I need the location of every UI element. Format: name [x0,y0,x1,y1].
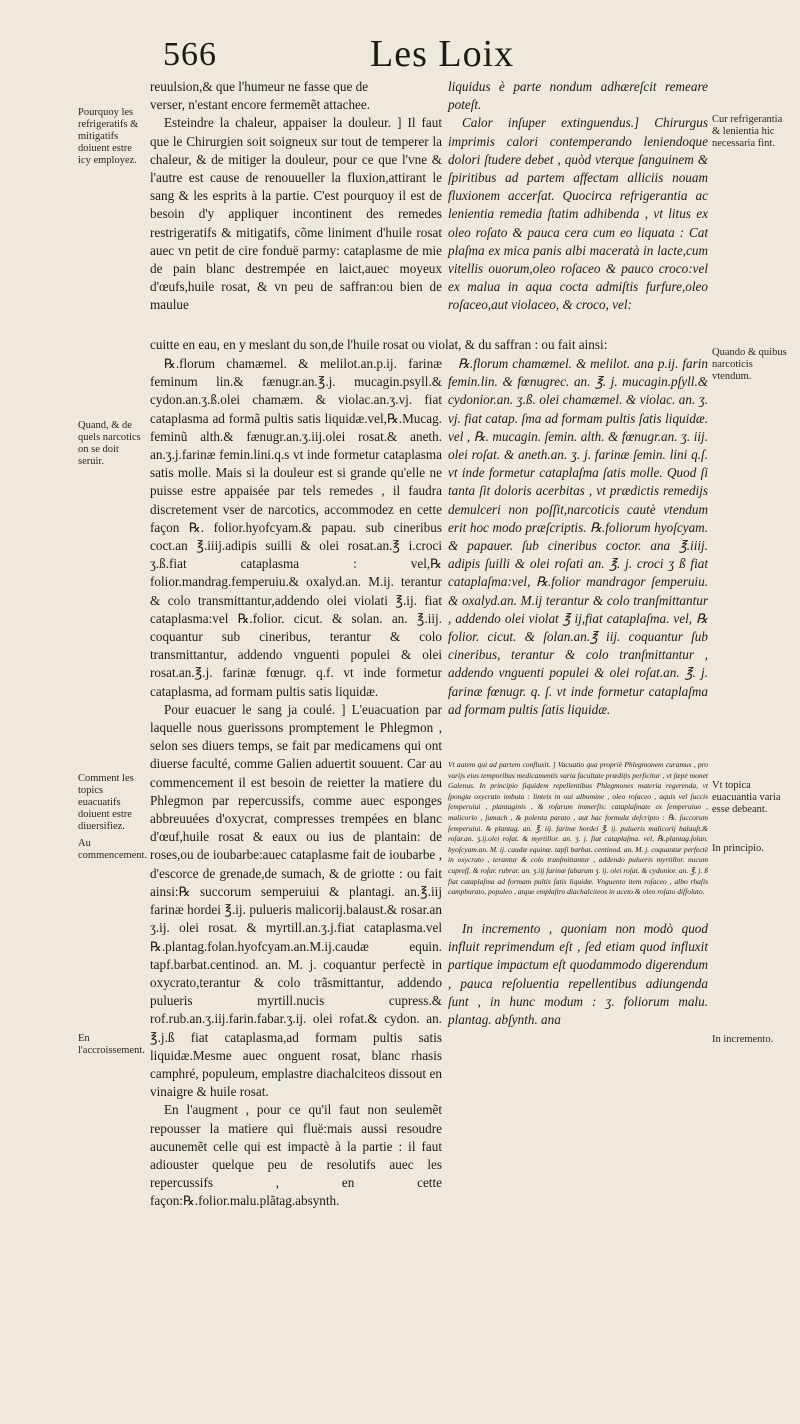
right-margin-note: In incremento. [712,1034,774,1045]
french-paragraph: En l'augment , pour ce qu'il faut non seulemẽt repousser la matiere qui fluë:mais aussi resoudre aucunemẽt celle qui est impactè à la partie : il faut adiouster quelque peu de resolutifs auec les repercussifs , en cette façon:℞.folior.malu.plãtag.absynth. [150,1102,442,1209]
right-margin-note: In principio. [712,843,764,854]
left-margin-note: Pourquoy les refrigeratifs & mitigatifs doiuent estre icy employez. [78,107,139,166]
running-title: Les Loix [370,33,515,75]
latin-paragraph: Vt autem qui ad partem confluxit. ] Vacuatio qua propriè Phlegmonem curamus , pro varijs eius temporibus medicamentis varia facultate prædițis perficitur , vt ſæpè monet Galenus. In principio ſiquidem repellentibus Phlegmones materia regerenda, vt ſpongia oxycrato imbuta : linteis in oui albumine , oleo roſaceo , aquis vel ſuccis ſemperuiui , plantaginis , & roſarum immerſis: cataplaſmate ex ſemperuiuo , malicorio , ſumach , & polenta parato , aut hac formula deſcripto : ℞. ſuccorum ſemperuiui. & plantag. an. ℥. iij. farinæ hordei ℥. ij. pulueris malicorij balauſt.& roſar.an. ʒ.ij.olei roſat. & myrtillor. an. ʒ. j. fiat cataplaſma. vel, ℞.plantag.ſolan. hyoſcyam.an. M. ij. caudæ equinæ. tapſi barbat. centinod. an. M. j. coquantur perfectè in oxycrato , terantur & colo tranſmittantur , addendo pulueris myrtillor. nucum cupreſſ. & roſar. rubrar. an. ʒ.iij farinæ fabarum ʒ. ij. olei roſat. & cydonior. an. ℥. j. ß fiat cataplaſma ad formam pultis ſatis liquidæ. Vnguento item roſaceo , albo rhaſis camphurato, populeo , atque emplaſtro diachalciteos in aceto & oleo roſato diſſoluto. [448,760,708,897]
left-margin-note: Quand, & de quels narcotics on se doit seruir. [78,420,141,467]
french-paragraph: Esteindre la chaleur, appaiser la douleur. ] Il faut que le Chirurgien soit soigneux sur tout de temperer la chaleur, & de mitiger la douleur, pour ce que l'vne & l'autre est cause de renouueller la fluxion,attirant le sang & les esprits à la partie. C'est pourquoy il est de besoin d'y appliquer incontinent des remedes restrigeratifs & mitigatifs, cõme liniment d'huile rosat auec vn petit de cire fonduë parmy: cataplasme de mie de pain blanc destrempée en laict,auec moyeux d'œufs,huile rosat, & vn peu de saffran:ou bien de maulue [150,115,442,313]
latin-column-increment [448,920,708,1029]
latin-paragraph: ℞.florum chamæmel. & melilot. ana p.ij. farin femin.lin. & fœnugrec. an. ℥. j. mucagin.pſyll.& cydonior.an. ʒ.ß. olei chamæmel. & violac. an. ʒ. vj. fiat catap. ſma ad formam pultis ſatis liquidæ. vel , ℞. mucagin. ſemin. alth. & fœnugr.an. ʒ. iij. olei roſat. & aneth.an. ʒ. j. farinæ ſemin. lini q.ſ. vt inde formetur cataplaſma ſatis molle. Quod ſi tanta ſit doloris acerbitas , vt prædictis remedijs demulceri non poſſit,narcoticis cautè vtendum erit hoc modo præſcriptis. ℞.foliorum hyoſcyam. & papauer. ſub cineribus coctor. ana ℥.iiij. adipis ſuilli & olei roſati an. ℥. j. croci ʒ ß fiat cataplaſma:vel, ℞.folior mandragor ſemperuiu. & oxalyd.an. M.ij terantur & colo tranſmittantur , addendo olei violat ℥ ij,fiat cataplaſma. vel, ℞ folior. cicut. & ſolan.an.℥ iij. coquantur ſub cineribus, terantur & colo tranſmittantur , addendo vnguenti populei & olei roſat.an. ℥. j. farinæ fœnugr. q. ſ. vt inde formetur cataplaſma ad formam pultis ſatis liquidæ. [448,356,708,717]
french-paragraph: Pour euacuer le sang ja coulé. ] L'euacuation par laquelle nous guerissons promptement le Phlegmon , selon ses diuers temps, se fait par medicamens qui ont diuerse faculté, comme Galien aduertit souuent. Car au commencement il est besoin de reietter la matiere du Phlegmon par repercussifs, comme auec esponges abbreuuées d'oxycrat, compresses trempées en blanc d'œuf,huile rosat & eaux ou ius de plantain: de roses,ou de ioubarbe:auec cataplasme fait de ioubarbe , d'escorce de grenade,de sumach, & de griotte : ou fait ainsi:℞ succorum semperuiui & plantagi. an.℥.iij farinæ hordei ℥.ij. pulueris malicorij.balaust.& rosar.an ʒ.ij. olei rosat. & myrtill.an.ʒ.j.fiat cataplasma.vel ℞.plantag.folan.hyofcyam.an.M.ij.caudæ equin. tapf.barbat.centinod. an. M. j. coquantur perfectè in oxycrato,terantur & colo trãsmittantur, addendo pulueris myrtill.nucis cupress.& rof.rub.an.ʒ.iij.farin.fabar.ʒ.ij. olei rofat.& cydon. an. ℥.j.ß fiat cataplasma,ad formam pultis satis liquidæ.Mesme auec onguent rosat, blanc rhasis camphré, populeum, emplastre diachalciteos dissout en vinaigre & huile rosat. [150,701,442,1100]
french-paragraph: reuulsion,& que l'humeur ne fasse que de [150,79,369,94]
latin-column-evacuation [448,760,708,898]
left-margin-note: Comment les topics euacuatifs doiuent estre diuersifiez. [78,773,134,832]
french-paragraph: ℞.florum chamæmel. & melilot.an.p.ij. farinæ feminum lin.& fænugr.an.℥.j. mucagin.psyll.& cydon.an.ʒ.ß.olei chamæm. & violac.an.ʒ.vj. fiat cataplasma ad formã pultis satis liquidæ.vel,℞.Mucag. feminũ alth.& fænugr.an.ʒ.iij.olei rosat.& aneth. an.ʒ.j.farinæ femin.lini.q.s vt inde formetur cataplasma satis molle. Mais si la douleur est si grande qu'elle ne puisse estre appaisée par tels remedes , il faudra discretement vser de narcotics, accommodez en cette façon ℞. folior.hyofcyam.& papau. sub cineribus coct.an ℥.iiij.adipis suilli & olei rosat.an.℥ i.croci ʒ.ß.fiat cataplasma : vel,℞ folior.mandrag.femperuiu.& oxalyd.an. M.ij. terantur & colo transmittantur,addendo olei violati ℥.ij. fiat cataplasma:vel ℞.folior. cicut. & solan. an. ℥.iij. coquantur sub cineribus, terantur & colo transmittantur, addendo vnguenti populei & olei rosat.an.℥.j. farinæ fœnugr. q.f. vt inde formetur cataplasma, ad formam pultis satis liquidæ. [150,356,442,699]
right-margin-note: Vt topica euacuantia varia esse debeant. [712,780,781,815]
french-column-upper [150,78,442,315]
latin-paragraph: Calor inſuper extinguendus.] Chirurgus imprimis calori contemperando leniendoque dolori ſtudere debet , quòd vterque ſanguinem & ſpiritibus ad partem affectam alliciis nouam fluxionem accerſat. Quocirca refrigerantia ac lenientia remedia ſtatim adhibenda , vt litus ex oleo roſato & pauca cera cum eo liquata : Cat plaſma ex mica panis albi maceratà in lacte,cum vitellis ouorum,oleo roſaceo & pauco croco:vel ex malua in aqua cocta admiſtis furfure,oleo roſaceo,aut violaceo, & croco, vel: [448,115,708,313]
right-margin-note: Quando & quibus narcoticis vtendum. [712,347,787,382]
french-paragraph: verser, n'estant encore fermemẽt attachee. [150,97,371,113]
french-column-lower [150,355,442,1211]
right-margin-note: Cur refrigerantia & lenientia hic necessaria fint. [712,114,783,149]
page-number: 566 [163,36,217,73]
left-margin-note: Au commencement. [78,838,148,861]
latin-paragraph: In incremento , quoniam non modò quod influit reprimendum eſt , ſed etiam quod influxit partique impactum eſt quodammodo digerendum , pauca reſoluentia repellentibus adiungenda ſunt , in hunc modum : ʒ. foliorum malu. plantag. abſynth. ana [448,921,708,1028]
latin-paragraph: liquidus è parte nondum adhæreſcit remeare poteſt. [448,79,708,113]
latin-column-recipes [448,355,708,719]
latin-column-upper [448,78,708,315]
left-margin-note: En l'accroissement. [78,1033,145,1056]
spanning-line: cuitte en eau, en y meslant du son,de l'huile rosat ou violat, & du saffran : ou fait ainsi: [150,337,608,352]
page-header [118,30,678,78]
